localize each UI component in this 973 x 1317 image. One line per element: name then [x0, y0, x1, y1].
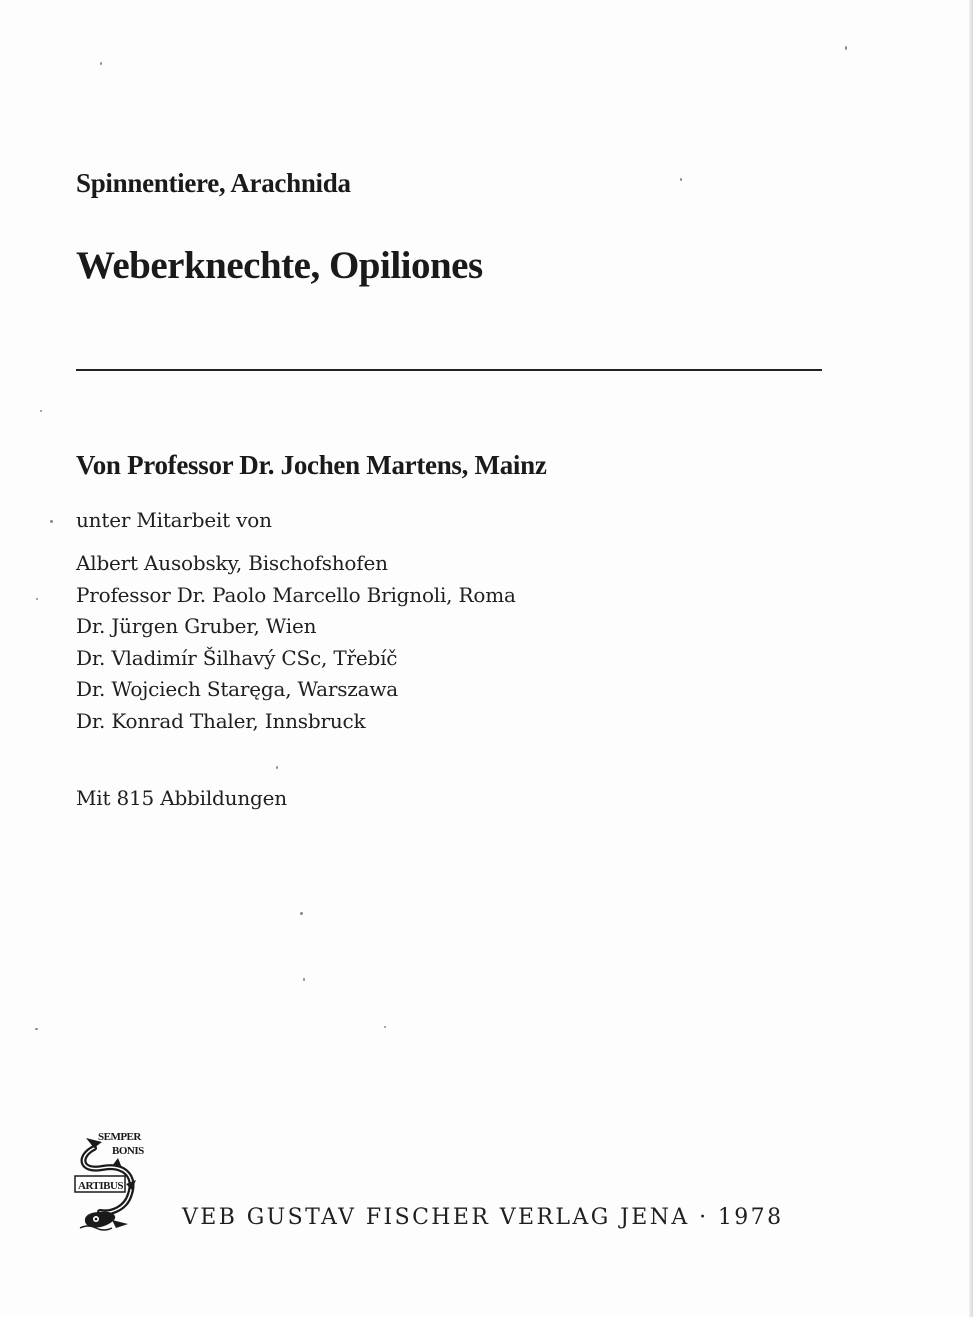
illustrations-note: Mit 815 Abbildungen	[76, 786, 287, 810]
contributor-item: Dr. Wojciech Staręga, Warszawa	[76, 677, 398, 701]
scan-speck	[50, 520, 53, 523]
series-line: Spinnentiere, Arachnida	[76, 168, 351, 198]
scan-speck	[276, 766, 278, 769]
publisher-line: VEB GUSTAV FISCHER VERLAG JENA · 1978	[182, 1205, 784, 1230]
scan-speck	[680, 178, 682, 181]
contributor-item: Dr. Konrad Thaler, Innsbruck	[76, 708, 366, 733]
scan-edge-shadow	[969, 0, 973, 1317]
contributor-list	[76, 548, 516, 737]
book-title: Weberknechte, Opiliones	[76, 244, 483, 287]
horizontal-rule	[76, 369, 822, 371]
contributor-item: Albert Ausobsky, Bischofshofen	[76, 551, 388, 575]
svg-text:SEMPER: SEMPER	[98, 1131, 141, 1143]
contributor-item: Professor Dr. Paolo Marcello Brignoli, Roma	[76, 582, 516, 607]
scan-speck	[300, 912, 303, 915]
scan-speck	[303, 978, 305, 981]
collaboration-intro: unter Mitarbeit von	[76, 508, 272, 532]
scan-speck	[40, 410, 42, 412]
contributor-item: Dr. Vladimír Šilhavý CSc, Třebíč	[76, 645, 398, 670]
svg-text:ARTIBUS: ARTIBUS	[78, 1180, 124, 1192]
scan-speck	[35, 1028, 38, 1030]
author-line: Von Professor Dr. Jochen Martens, Mainz	[76, 450, 547, 480]
contributor-item: Dr. Jürgen Gruber, Wien	[76, 614, 317, 638]
scan-speck	[36, 598, 38, 600]
scan-speck	[384, 1026, 386, 1028]
scan-speck	[845, 46, 847, 50]
dolphin-emblem-icon	[72, 1128, 162, 1232]
svg-text:BONIS: BONIS	[112, 1145, 144, 1157]
scan-speck	[100, 62, 102, 65]
